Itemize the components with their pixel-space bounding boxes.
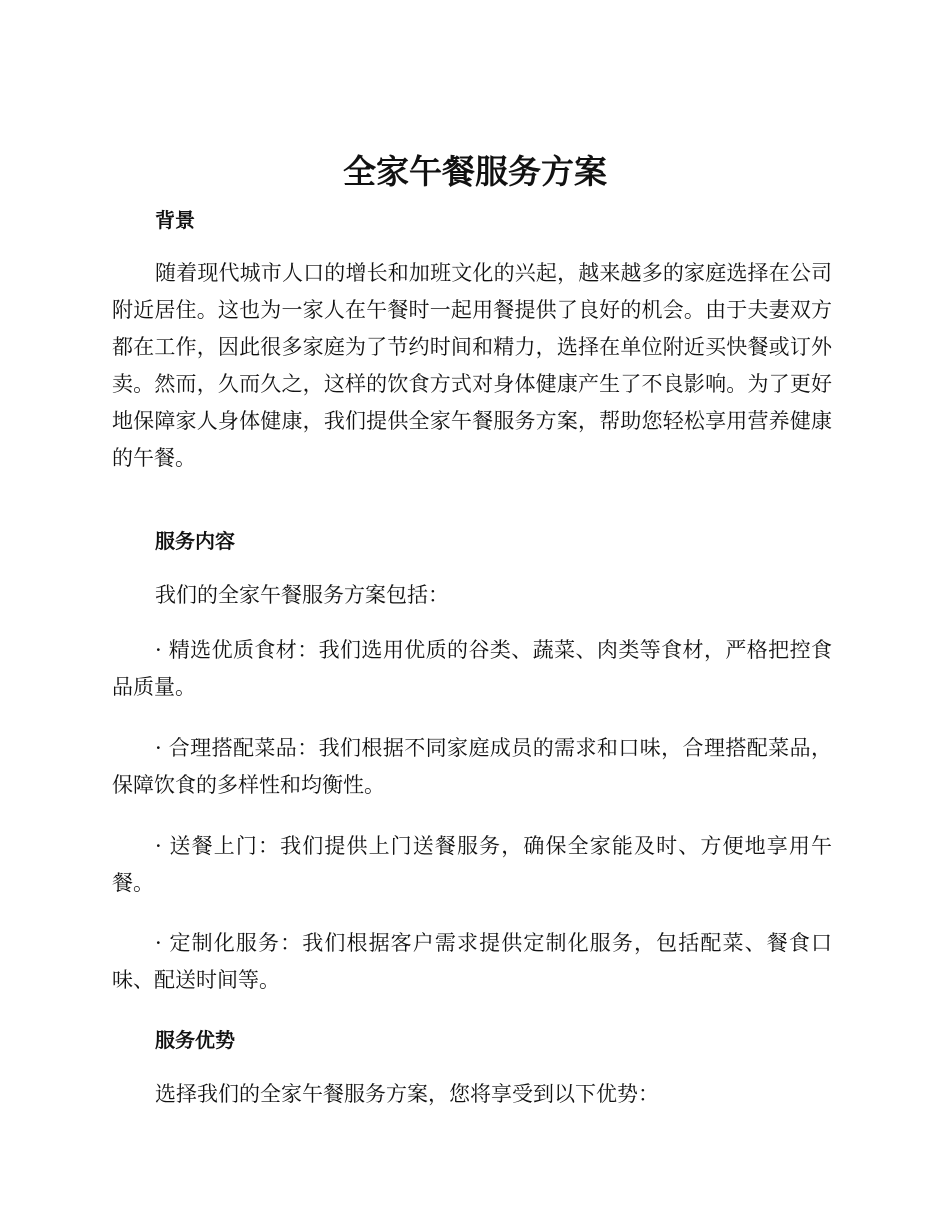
section-heading-advantages: 服务优势: [155, 1028, 235, 1052]
section-heading-service-content: 服务内容: [155, 529, 235, 553]
service-item-menu-pairing: · 合理搭配菜品：我们根据不同家庭成员的需求和口味，合理搭配菜品，保障饮食的多样性和均衡性。: [112, 736, 832, 797]
service-content-intro: 我们的全家午餐服务方案包括：: [155, 583, 449, 607]
service-item-quality-ingredients: · 精选优质食材：我们选用优质的谷类、蔬菜、肉类等食材，严格把控食品质量。: [112, 638, 832, 699]
document-title: 全家午餐服务方案: [343, 152, 607, 191]
service-item-delivery: · 送餐上门：我们提供上门送餐服务，确保全家能及时、方便地享用午餐。: [112, 834, 832, 895]
advantages-intro: 选择我们的全家午餐服务方案，您将享受到以下优势：: [155, 1082, 659, 1106]
section-heading-background: 背景: [155, 208, 195, 232]
background-paragraph: 随着现代城市人口的增长和加班文化的兴起，越来越多的家庭选择在公司附近居住。这也为一家人在午餐时一起用餐提供了良好的机会。由于夫妻双方都在工作，因此很多家庭为了节约时间和精力，选择在单位附近买快餐或订外卖。然而，久而久之，这样的饮食方式对身体健康产生了不良影响。为了更好地保障家人身体健康，我们提供全家午餐服务方案，帮助您轻松享用营养健康的午餐。: [112, 261, 832, 470]
service-item-customization: · 定制化服务：我们根据客户需求提供定制化服务，包括配菜、餐食口味、配送时间等。: [112, 931, 832, 992]
